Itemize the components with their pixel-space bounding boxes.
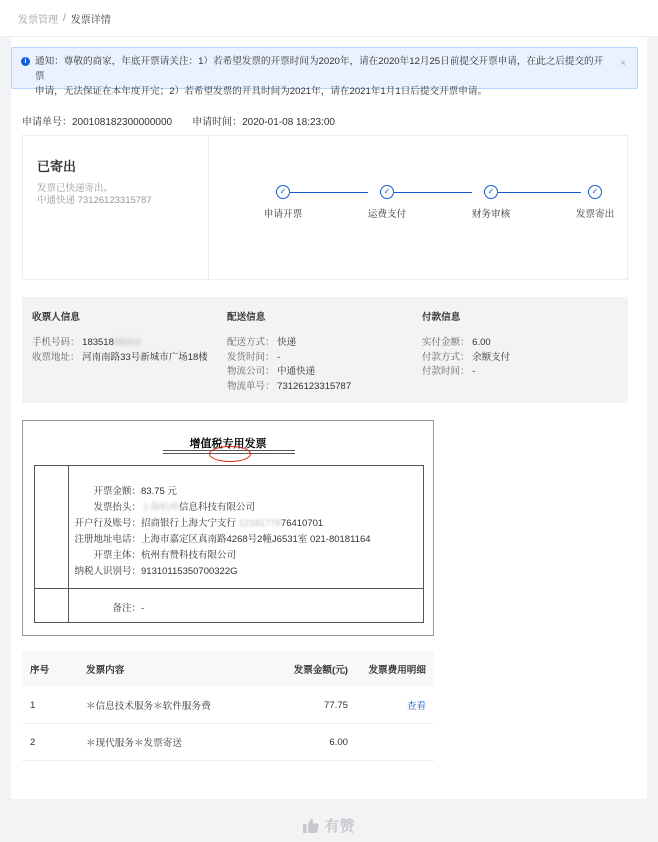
delivery-company-label: 物流公司： [227, 366, 275, 377]
step-label-shipped: 发票寄出 [575, 209, 615, 220]
invoice-bank [69, 515, 323, 529]
apply-number-value: 200108182300000000 [72, 117, 173, 128]
table-header [22, 651, 434, 687]
check-icon: ✓ [588, 185, 602, 199]
breadcrumb [0, 0, 658, 37]
recipient-address [32, 351, 208, 366]
close-icon[interactable]: × [620, 58, 626, 69]
step-label-finance-review: 财务审核 [471, 209, 511, 220]
invoice-bank-masked: 12181776 [238, 518, 281, 529]
recipient-phone-label: 手机号码： [32, 337, 80, 348]
invoice-amount [69, 483, 177, 497]
payment-time-value: - [472, 366, 476, 377]
apply-number [22, 113, 172, 128]
col-header-no: 序号 [30, 665, 50, 676]
info-icon: i [21, 57, 30, 66]
invoice-remark [69, 600, 144, 614]
payment-method-label: 付款方式： [422, 351, 470, 363]
apply-info [22, 113, 335, 128]
apply-time-value: 2020-01-08 18:23:00 [242, 117, 335, 128]
cell-amount: 77.75 [323, 699, 348, 711]
recipient-address-label: 收票地址： [32, 351, 80, 363]
cell-content: ＊现代服务＊发票寄送 [86, 738, 182, 749]
apply-time-label: 申请时间： [192, 117, 243, 128]
status-panel [22, 135, 628, 280]
step-connector [498, 192, 581, 193]
step-label-apply: 申请开票 [263, 209, 303, 220]
invoice-bank-tail: 76410701 [280, 518, 324, 529]
payment-time-label: 付款时间： [422, 366, 470, 377]
invoice-amount-value: 83.75 元 [141, 486, 177, 497]
cell-content: ＊信息技术服务＊软件服务费 [86, 701, 211, 712]
apply-number-label: 申请单号： [22, 117, 72, 128]
status-desc-2: 中通快递 73126123315787 [37, 195, 152, 206]
invoice-taxid-label: 纳税人识别号： [74, 566, 141, 577]
delivery-ship-time-label: 发货时间： [227, 351, 275, 363]
delivery-method-value: 快递 [277, 337, 297, 348]
progress-steps [209, 136, 629, 279]
delivery-tracking-label: 物流单号： [227, 380, 275, 392]
delivery-method [227, 336, 351, 351]
invoice-remark-label: 备注： [112, 603, 141, 614]
info-panel [22, 297, 628, 403]
view-detail-link[interactable]: 查看 [406, 701, 426, 712]
recipient-title: 收票人信息 [32, 312, 80, 323]
table-row [22, 687, 434, 724]
invoice-bank-value: 招商银行上海大宁支行 [141, 518, 239, 529]
invoice-entity-label: 开票主体： [93, 550, 141, 561]
invoice-header-label: 发票抬头： [93, 502, 141, 513]
delivery-method-label: 配送方式： [227, 337, 275, 348]
invoice-items-table [22, 651, 434, 761]
notice-banner [11, 47, 638, 97]
cell-amount: 6.00 [329, 736, 348, 748]
table-row [22, 724, 434, 761]
invoice-remark-value: - [141, 603, 145, 614]
invoice-header-masked: 上海杭州 [141, 502, 180, 513]
payment-amount [422, 336, 510, 351]
invoice-amount-label: 开票金额： [93, 486, 141, 497]
delivery-info [227, 309, 351, 394]
cell-detail [348, 698, 434, 712]
footer-brand [0, 808, 658, 842]
notice-line-1: 通知：尊敬的商家，年底开票请关注：1）若希望发票的开票时间为2020年，请在2020年12月25日前提交开票申请，在此之后提交的开票 [35, 56, 604, 82]
recipient-phone-masked: 88303 [113, 337, 141, 348]
table-divider [35, 588, 423, 589]
footer-brand-text: 有赞 [324, 817, 355, 835]
recipient-info [32, 309, 208, 365]
check-icon: ✓ [380, 185, 394, 199]
stamp-oval-icon [209, 446, 251, 462]
cell-no: 1 [30, 699, 36, 711]
delivery-title: 配送信息 [227, 312, 266, 323]
delivery-tracking-value: 73126123315787 [277, 380, 352, 392]
recipient-phone-value: 183518 [82, 337, 114, 348]
breadcrumb-separator: / [63, 12, 66, 24]
invoice-header-value: 信息科技有限公司 [179, 502, 256, 513]
invoice-entity-value: 杭州有赞科技有限公司 [141, 550, 237, 561]
payment-method-value: 余额支付 [472, 351, 511, 363]
invoice-taxid [69, 563, 238, 577]
invoice-preview [22, 420, 434, 636]
check-icon: ✓ [276, 185, 290, 199]
col-header-amount: 发票金额(元) [293, 665, 348, 676]
breadcrumb-invoice-management[interactable]: 发票管理 [18, 14, 58, 26]
apply-time [192, 113, 335, 128]
invoice-entity [69, 547, 236, 561]
step-connector [394, 192, 472, 193]
delivery-tracking [227, 380, 351, 395]
payment-method [422, 351, 510, 366]
delivery-ship-time-value: - [277, 351, 281, 363]
recipient-phone [32, 336, 208, 351]
payment-amount-value: 6.00 [472, 337, 491, 348]
step-connector [290, 192, 368, 193]
recipient-address-value: 河南南路33号新城市广场18楼 [82, 351, 208, 363]
thumbs-up-icon [303, 818, 319, 833]
cell-no: 2 [30, 736, 36, 748]
delivery-company-value: 中通快递 [277, 366, 316, 377]
invoice-header [69, 499, 255, 513]
payment-time [422, 365, 510, 380]
invoice-address-value: 上海市嘉定区真南路4268号2幢J6531室 021-80181164 [141, 534, 371, 545]
delivery-company [227, 365, 351, 380]
payment-amount-label: 实付金额： [422, 337, 470, 348]
invoice-title: 增值税专用发票 [189, 438, 267, 450]
breadcrumb-current: 发票详情 [70, 14, 111, 26]
invoice-taxid-value: 91310115350700322G [141, 566, 238, 577]
invoice-address-label: 注册地址电话： [74, 534, 141, 545]
col-header-detail: 发票费用明细 [368, 665, 426, 676]
step-label-shipping-fee: 运费支付 [367, 209, 407, 220]
notice-line-2: 申请，无法保证在本年度开完；2）若希望发票的开具时间为2021年，请在2021年1月1日后提交开票申请。 [35, 86, 488, 97]
delivery-ship-time [227, 351, 351, 366]
check-icon: ✓ [484, 185, 498, 199]
col-header-content: 发票内容 [86, 665, 125, 676]
invoice-bank-label: 开户行及账号： [74, 518, 141, 529]
status-desc-1: 发票已快递寄出。 [37, 183, 114, 194]
status-title: 已寄出 [37, 159, 77, 174]
payment-title: 付款信息 [422, 312, 461, 323]
status-summary [23, 136, 209, 279]
payment-info [422, 309, 510, 380]
main-card [11, 37, 647, 799]
invoice-table [34, 465, 424, 623]
invoice-address [69, 531, 371, 545]
